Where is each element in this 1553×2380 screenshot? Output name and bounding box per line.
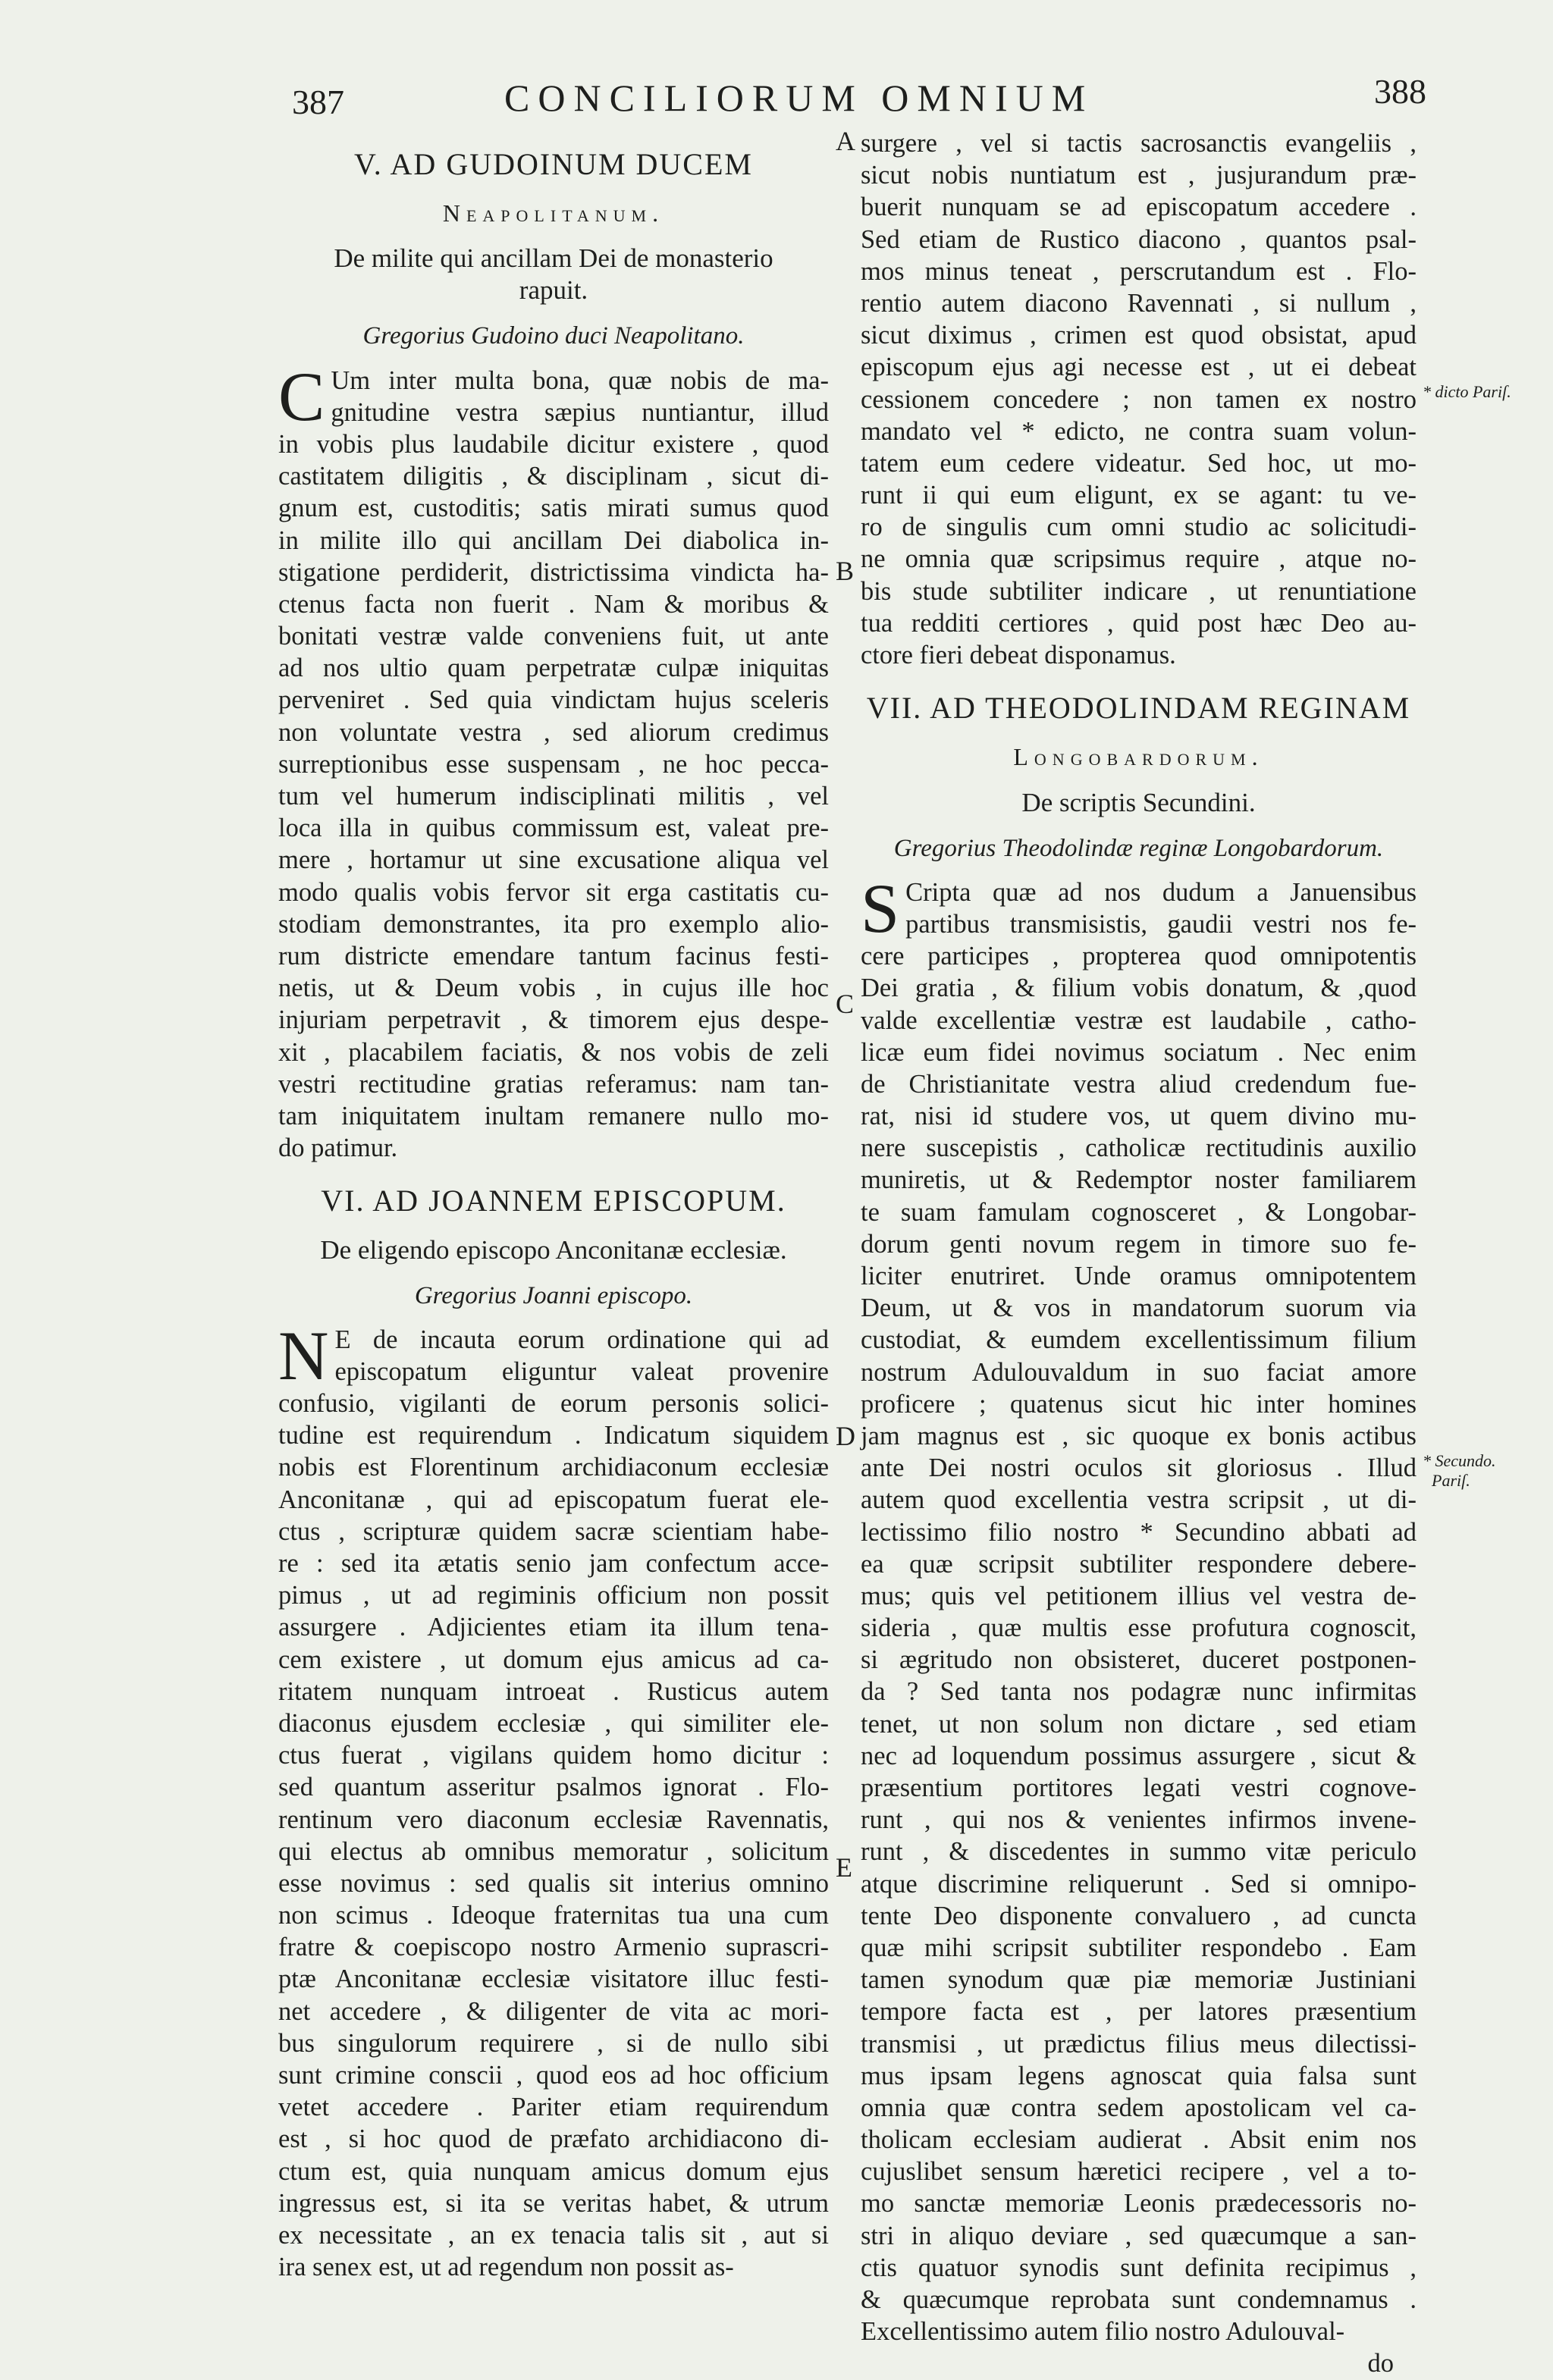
text-line: atque discrimine reliquerunt . Sed si omnipo- [861, 1869, 1417, 1899]
text-line: ctore fieri debeat disponamus. [861, 641, 1176, 669]
text-line: stigatione perdiderit, districtissima vindicta ha- [278, 557, 829, 587]
text-line: nostrum Adulouvaldum in suo faciat amore [861, 1357, 1417, 1387]
text-line: autem quod excellentia vestra scripsit , ut di- [861, 1485, 1417, 1515]
text-line: modo qualis vobis fervor sit erga castitatis cu- [278, 877, 829, 907]
text-line: liciter enutriret. Unde oramus omnipotentem [861, 1262, 1417, 1291]
text-line: E de incauta eorum ordinatione qui ad [334, 1325, 829, 1354]
text-line: tempore facta est , per latores præsentium [861, 1997, 1417, 2027]
text-line: ritatem nunquam introeat . Rusticus autem [278, 1676, 829, 1706]
section-mark-b: B [836, 556, 855, 586]
text-line: cujuslibet sensum hæretici recipere , vel a to- [861, 2157, 1417, 2187]
text-line: tum vel humerum indisciplinati militis , vel [278, 782, 829, 811]
text-line: castitatem diligitis , & disciplinam , sicut di- [278, 462, 829, 491]
text-line: cere participes , propterea quod omnipotentis [861, 942, 1417, 971]
text-line: te suam famulam cognosceret , & Longobar- [861, 1197, 1417, 1227]
text-line: sed quantum asseritur psalmos ignorat . Flo- [278, 1773, 829, 1802]
text-line: est , si hoc quod de præfato archidiacono di- [278, 2124, 829, 2154]
text-line: stodiam demonstrantes, ita pro exemplo alio- [278, 909, 829, 939]
text-line: præsentium portitores legati vestri cognove- [861, 1773, 1417, 1803]
section-mark-c: C [836, 989, 855, 1019]
text-line: qui electus ab omnibus memoratur , solicitum [278, 1836, 829, 1866]
page-number-left: 387 [292, 83, 344, 121]
text-line: sunt crimine conscii , quod eos ad hoc officium [278, 2061, 829, 2090]
text-line: stri in aliquo deviare , sed quæcumque a san- [861, 2221, 1417, 2250]
text-line: Sed etiam de Rustico diacono , quantos psal- [861, 224, 1417, 254]
text-line: Excellentissimo autem filio nostro Adulouval- [861, 2317, 1345, 2347]
right-column [861, 127, 1417, 2380]
letter-5-topic-line: rapuit. [519, 275, 588, 306]
letter-6-body [278, 1316, 829, 2284]
text-line: pimus , ut ad regiminis officium non possit [278, 1581, 829, 1610]
text-line: surgere , vel si tactis sacrosanctis evangeliis , [861, 129, 1417, 158]
text-line: non scimus . Ideoque fraternitas tua una cum [278, 1901, 829, 1930]
text-line: ctus , scripturæ quidem sacræ scientiam habe- [278, 1516, 829, 1546]
text-line: mere , hortamur ut sine excusatione aliqua vel [278, 845, 829, 875]
page-number-right: 388 [1374, 72, 1426, 111]
drop-cap: N [278, 1316, 329, 1394]
text-line: in vobis plus laudabile dicitur existere , quod [278, 429, 829, 459]
text-line: transmisi , ut prædictus filius meus dilectissi- [861, 2029, 1417, 2059]
text-line: sicut diximus , crimen est quod obsistat, apud [861, 321, 1417, 350]
text-line: rum districte emendare tantum facinus festi- [278, 941, 829, 971]
text-line: omnia quæ contra sedem apostolicam vel ca- [861, 2093, 1417, 2122]
text-line: ctus fuerat , vigilans quidem homo dicitur : [278, 1741, 829, 1770]
section-mark-a: A [836, 126, 855, 156]
text-line: runt , & discedentes in summo vitæ periculo [861, 1837, 1417, 1867]
text-line: re : sed ita ætatis senio jam confectum acce- [278, 1549, 829, 1579]
text-line: valde excellentiæ vestræ est laudabile , catho- [861, 1005, 1417, 1035]
text-line: ante Dei nostri oculos sit gloriosus . Illud [861, 1453, 1417, 1483]
text-line: proficere ; quatenus sicut hic inter homines [861, 1389, 1417, 1419]
letter-7-topic: De scriptis Secundini. [1021, 787, 1256, 817]
text-line: ptæ Anconitanæ ecclesiæ visitatore illuc festi- [278, 1965, 829, 1994]
text-line: do patimur. [278, 1134, 398, 1163]
text-line: bus singulorum requirere , si de nullo sibi [278, 2028, 829, 2058]
text-line: Um inter multa bona, quæ nobis de ma- [331, 365, 829, 395]
text-line: tenet, ut non solum non dictare , sed etiam [861, 1709, 1417, 1739]
margin-note-dicto: * dicto Pariſ. [1423, 382, 1511, 401]
text-line: episcopatum eliguntur valeat provenire [334, 1356, 829, 1386]
text-line: Anconitanæ , qui ad episcopatum fuerat ele- [278, 1485, 829, 1514]
text-line: mos minus teneat , perscrutandum est . Flo- [861, 256, 1417, 286]
text-line: ea quæ scripsit subtiliter respondere debere- [861, 1549, 1417, 1579]
letter-5-body [278, 357, 829, 1165]
text-line: lectissimo filio nostro * Secundino abbati ad [861, 1517, 1417, 1547]
letter-5-topic [278, 243, 829, 306]
text-line: runt , qui nos & venientes infirmos invene- [861, 1805, 1417, 1835]
text-line: in milite illo qui ancillam Dei diabolica in- [278, 525, 829, 555]
drop-cap: C [278, 357, 325, 435]
text-line: jam magnus est , sic quoque ex bonis actibus [861, 1421, 1417, 1450]
text-line: ex necessitate , an ex tenacia talis sit , aut si [278, 2220, 829, 2250]
text-line: diaconus ejusdem ecclesiæ , qui similiter ele- [278, 1708, 829, 1738]
text-line: si ægritudo non obsisteret, duceret postponen- [861, 1645, 1417, 1675]
text-line: tam iniquitatem inultam remanere nullo mo- [278, 1101, 829, 1130]
text-line: vestri rectitudine gratias referamus: nam tan- [278, 1069, 829, 1099]
text-line: rentinum vero diaconum ecclesiæ Ravennatis, [278, 1805, 829, 1834]
text-line: esse novimus : sed qualis sit interius omnino [278, 1868, 829, 1898]
letter-6-lines [278, 1316, 829, 2284]
letter-6-title: VI. AD JOANNEM EPISCOPUM. [321, 1184, 786, 1218]
text-line: tholicam ecclesiam audierat . Absit enim nos [861, 2125, 1417, 2155]
text-line: perveniret . Sed quia vindictam hujus sceleris [278, 685, 829, 715]
text-line: nobis est Florentinum archidiaconum ecclesiæ [278, 1453, 829, 1482]
text-line: mandato vel * edicto, ne contra suam volun- [861, 416, 1417, 446]
text-line: bis stude subtiliter indicare , ut renuntiatione [861, 576, 1417, 606]
letter-6-continuation [861, 127, 1417, 671]
letter-5-subtitle: Neapolitanum. [442, 199, 665, 227]
text-line: Deum, ut & vos in mandatorum suorum via [861, 1293, 1417, 1323]
catchword: do [1367, 2349, 1394, 2378]
text-line: rat, nisi id studere vos, ut quem divino mu- [861, 1102, 1417, 1131]
drop-cap: S [861, 869, 900, 947]
text-line: tua redditi certiores , quid post hæc Deo au- [861, 608, 1417, 638]
text-line: Dei gratia , & filium vobis donatum, & ,quod [861, 974, 1417, 1003]
text-line: Cripta quæ ad nos dudum a Januensibus [905, 877, 1417, 907]
text-line: partibus transmisistis, gaudii vestri nos fe- [905, 909, 1417, 939]
text-line: quæ mihi scripsit subtiliter respondebo . Eam [861, 1933, 1417, 1962]
text-line: tamen synodum quæ piæ memoriæ Justiniani [861, 1965, 1417, 1995]
text-line: episcopum ejus agi necesse est , ut ei debeat [861, 353, 1417, 382]
text-line: netis, ut & Deum vobis , in cujus ille hoc [278, 974, 829, 1003]
left-column [278, 127, 829, 2283]
text-line: buerit nunquam se ad episcopatum accedere . [861, 193, 1417, 222]
text-line: tente Deo disponente convaluero , ad cuncta [861, 1901, 1417, 1930]
text-line: gnitudine vestra sæpius nuntiantur, illud [331, 397, 829, 427]
margin-note-line: * Secundo. [1423, 1451, 1496, 1470]
text-line: mus ipsam legens agnoscat quia falsa sunt [861, 2061, 1417, 2090]
text-line: ctum est, quia nunquam amicus domum ejus [278, 2156, 829, 2186]
text-line: confusio, vigilanti de eorum personis solici- [278, 1389, 829, 1419]
text-line: net accedere , & diligenter de vita ac mori- [278, 1996, 829, 2026]
text-line: ira senex est, ut ad regendum non possit as- [278, 2253, 734, 2282]
letter-5-lines [278, 357, 829, 1165]
letter-5-title: V. AD GUDOINUM DUCEM [354, 147, 753, 181]
text-line: & quæcumque reprobata sunt condemnamus . [861, 2285, 1417, 2315]
text-line: nec ad loquendum possimus assurgere , sicut & [861, 1741, 1417, 1770]
text-line: mo sanctæ memoriæ Leonis prædecessoris no- [861, 2189, 1417, 2219]
text-line: loca illa in quibus commissum est, valeat pre- [278, 814, 829, 843]
letter-7-title: VII. AD THEODOLINDAM REGINAM [866, 691, 1411, 726]
text-line: fratre & coepiscopo nostro Armenio suprascri- [278, 1933, 829, 1962]
text-line: ro de singulis cum omni studio ac solicitudi- [861, 513, 1417, 542]
text-line: tudine est requirendum . Indicatum siquidem [278, 1421, 829, 1450]
letter-5-salutation: Gregorius Gudoino duci Neapolitano. [362, 322, 745, 350]
text-line: dorum genti novum regem in timore suo fe- [861, 1229, 1417, 1259]
letter-7-subtitle: Longobardorum. [1013, 743, 1264, 771]
text-line: bonitati vestræ valde conveniens fuit, ut ante [278, 622, 829, 651]
text-line: sicut nobis nuntiatum est , jusjurandum præ- [861, 161, 1417, 190]
text-line: ingressus est, si ita se veritas habet, & utrum [278, 2188, 829, 2218]
text-line: xit , placabilem faciatis, & nos vobis de zeli [278, 1037, 829, 1067]
text-line: gnum est, custoditis; satis mirati sumus quod [278, 494, 829, 523]
text-line: licæ eum fidei novimus sociatum . Nec enim [861, 1037, 1417, 1067]
text-line: ad nos ultio quam perpetratæ culpæ iniquitas [278, 654, 829, 683]
section-mark-e: E [836, 1852, 852, 1883]
text-line: vetet accedere . Pariter etiam requirendum [278, 2093, 829, 2122]
letter-6-topic: De eligendo episcopo Anconitanæ ecclesiæ. [320, 1234, 787, 1265]
text-line: muniretis, ut & Redemptor noster familiarem [861, 1165, 1417, 1195]
letter-7-lines [861, 869, 1417, 2348]
section-mark-d: D [836, 1421, 855, 1451]
text-line: cem existere , ut domum ejus amicus ad ca- [278, 1645, 829, 1674]
text-line: tatem eum cedere videatur. Sed hoc, ut mo- [861, 448, 1417, 478]
text-line: mus; quis vel petitionem illius vel vestra de- [861, 1581, 1417, 1610]
letter-5-topic-line: De milite qui ancillam Dei de monasterio [334, 243, 773, 274]
letter-7-salutation: Gregorius Theodolindæ reginæ Longobardorum. [893, 834, 1384, 862]
text-line: de Christianitate vestra aliud credendum fue- [861, 1069, 1417, 1099]
text-line: rentio autem diacono Ravennati , si nullum , [861, 288, 1417, 318]
letter-6-salutation: Gregorius Joanni episcopo. [414, 1281, 693, 1309]
running-title: CONCILIORUM OMNIUM [504, 77, 1094, 119]
text-line: sideria , quæ multis esse profutura cognoscit, [861, 1613, 1417, 1643]
margin-note-secundo [1423, 1451, 1496, 1491]
text-line: surreptionibus esse suspensam , ne hoc pecca- [278, 749, 829, 779]
text-line: ne omnia quæ scripsimus require , atque no- [861, 544, 1417, 574]
text-line: runt ii qui eum eligunt, ex se agant: tu ve- [861, 481, 1417, 510]
text-line: ctenus facta non fuerit . Nam & moribus & [278, 589, 829, 619]
text-line: custodiat, & eumdem excellentissimum filium [861, 1325, 1417, 1355]
text-line: da ? Sed tanta nos podagræ nunc infirmitas [861, 1677, 1417, 1707]
text-line: nere suscepistis , catholicæ rectitudinis auxilio [861, 1134, 1417, 1163]
margin-note-line: Pariſ. [1432, 1471, 1470, 1490]
text-line: injuriam perpetravit , & timorem ejus despe- [278, 1005, 829, 1035]
text-line: cessionem concedere ; non tamen ex nostro [861, 384, 1417, 414]
text-line: non voluntate vestra , sed aliorum credimus [278, 717, 829, 747]
text-line: assurgere . Adjicientes etiam ita illum tena- [278, 1613, 829, 1642]
text-line: ctis quatuor synodis sunt definita recipimus , [861, 2253, 1417, 2282]
letter-7-body [861, 869, 1417, 2348]
